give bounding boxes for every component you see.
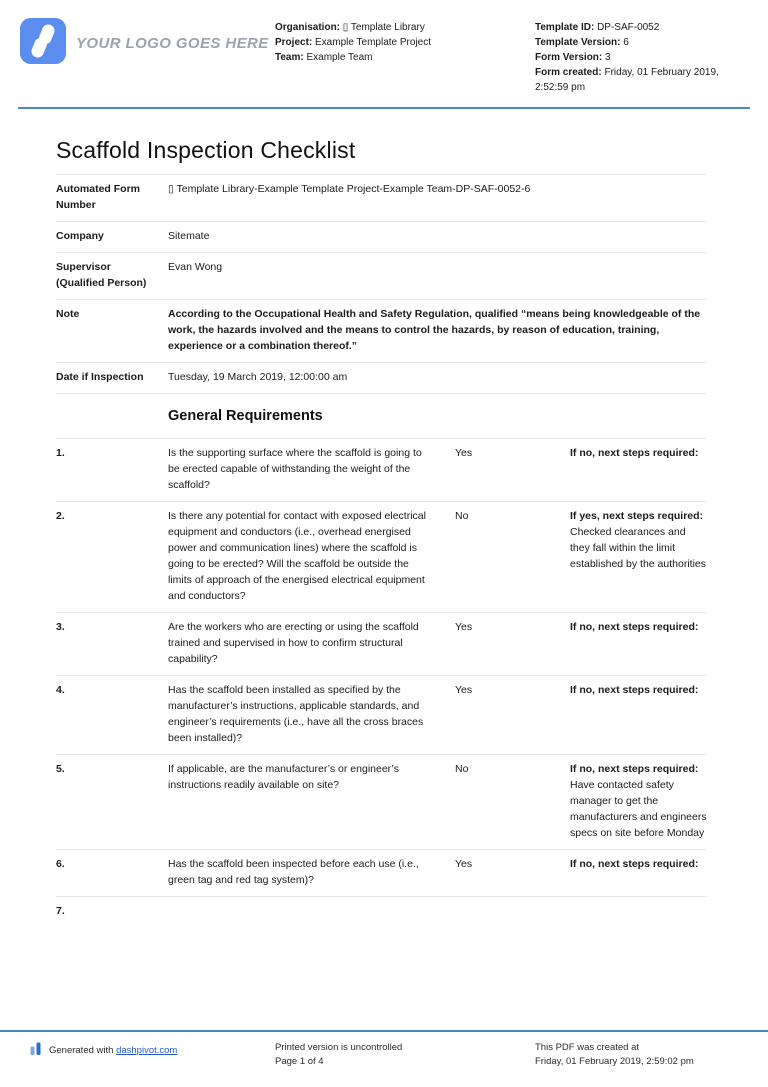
team-value: Example Team	[306, 52, 373, 63]
form-version-value: 3	[605, 52, 611, 63]
generated-with-text: Generated with	[49, 1044, 114, 1056]
item-number: 6.	[56, 858, 65, 870]
item-question: If applicable, are the manufacturer’s or engineer’s instructions readily available on site?	[168, 763, 399, 791]
logo-placeholder-text: YOUR LOGO GOES HERE	[76, 35, 269, 52]
page-title: Scaffold Inspection Checklist	[56, 137, 356, 163]
next-steps-label: If no, next steps required:	[570, 858, 699, 870]
item-answer	[455, 903, 570, 919]
next-steps-label: If no, next steps required:	[570, 447, 699, 459]
project-value: Example Template Project	[315, 37, 431, 48]
template-version-label: Template Version:	[535, 37, 621, 48]
meta-row-supervisor	[56, 252, 707, 299]
meta-value: Evan Wong	[168, 261, 223, 273]
item-next-steps	[570, 682, 707, 746]
checklist-row	[56, 896, 707, 927]
team-label: Team:	[275, 52, 304, 63]
meta-value: According to the Occupational Health and Safety Regulation, qualified “means being knowledgeable of the work, the hazards involved and the means to control the hazards, by reason of education, training, experience or a combination thereof.”	[168, 308, 701, 352]
dashpivot-link[interactable]: dashpivot.com	[116, 1044, 178, 1056]
item-question: Has the scaffold been installed as specified by the manufacturer’s instructions, applicable standards, and engineer’s requirements (i.e., have all the cross braces been installed)?	[168, 684, 424, 744]
item-number: 5.	[56, 763, 65, 775]
item-answer: Yes	[455, 858, 473, 870]
item-question: Are the workers who are erecting or using the scaffold trained and supervised in how to confirm structural capability?	[168, 621, 419, 665]
meta-value: Tuesday, 19 March 2019, 12:00:00 am	[168, 371, 348, 383]
item-next-steps	[570, 761, 707, 841]
template-version-row	[535, 35, 750, 50]
template-id-label: Template ID:	[535, 22, 595, 33]
checklist-table	[56, 438, 707, 927]
meta-label: Automated Form Number	[56, 183, 140, 211]
item-question: Has the scaffold been inspected before each use (i.e., green tag and red tag system)?	[168, 858, 419, 886]
header-organisation-block	[275, 18, 535, 65]
footer-generated-with	[30, 1041, 275, 1060]
printed-version-text: Printed version is uncontrolled	[275, 1042, 403, 1053]
item-number: 1.	[56, 447, 65, 459]
company-logo-icon	[20, 18, 66, 69]
checklist-row	[56, 675, 707, 754]
meta-row-automated-form-number	[56, 174, 707, 221]
footer-printed-block	[275, 1041, 535, 1069]
document-body	[0, 137, 768, 927]
template-id-value: DP-SAF-0052	[597, 22, 660, 33]
pdf-created-label: This PDF was created at	[535, 1042, 640, 1053]
team-row	[275, 50, 535, 65]
next-steps-label: If no, next steps required:	[570, 763, 699, 775]
document-footer	[0, 1030, 768, 1087]
item-number: 7.	[56, 905, 65, 917]
checklist-row	[56, 754, 707, 849]
item-next-steps	[570, 903, 707, 919]
meta-value: Sitemate	[168, 230, 210, 242]
document-header	[0, 0, 768, 95]
next-steps-label: If no, next steps required:	[570, 684, 699, 696]
checklist-row	[56, 438, 707, 501]
section-heading: General Requirements	[168, 408, 323, 424]
checklist-row	[56, 501, 707, 612]
form-meta-table	[56, 174, 707, 394]
item-answer: Yes	[455, 447, 473, 459]
footer-created-block	[535, 1041, 707, 1069]
next-steps-value: Have contacted safety manager to get the manufacturers and engineers specs on site before Monday	[570, 779, 707, 839]
next-steps-label: If no, next steps required:	[570, 621, 699, 633]
template-id-row	[535, 20, 750, 35]
pdf-created-datetime: Friday, 01 February 2019, 2:59:02 pm	[535, 1056, 694, 1067]
meta-row-note	[56, 299, 707, 362]
bar-chart-icon	[30, 1041, 43, 1060]
item-next-steps	[570, 445, 707, 493]
form-created-value: Friday, 01 February 2019, 2:52:59 pm	[535, 67, 719, 93]
item-answer: No	[455, 763, 469, 775]
checklist-row	[56, 849, 707, 896]
meta-label: Supervisor (Qualified Person)	[56, 261, 147, 289]
meta-row-company	[56, 221, 707, 252]
item-question	[168, 903, 455, 919]
organisation-row	[275, 20, 535, 35]
item-next-steps	[570, 619, 707, 667]
item-next-steps	[570, 508, 707, 604]
form-version-row	[535, 50, 750, 65]
meta-label: Company	[56, 230, 104, 242]
header-template-block	[535, 18, 750, 95]
organisation-value: ▯ Template Library	[342, 22, 425, 33]
meta-row-date-of-inspection	[56, 362, 707, 393]
logo	[20, 18, 275, 69]
item-answer: Yes	[455, 621, 473, 633]
meta-value: ▯ Template Library-Example Template Project-Example Team-DP-SAF-0052-6	[168, 183, 531, 195]
meta-label: Date if Inspection	[56, 371, 144, 383]
item-number: 3.	[56, 621, 65, 633]
item-number: 4.	[56, 684, 65, 696]
form-created-row	[535, 65, 750, 95]
template-version-value: 6	[623, 37, 629, 48]
item-next-steps	[570, 856, 707, 888]
organisation-label: Organisation:	[275, 22, 341, 33]
next-steps-label: If yes, next steps required:	[570, 510, 704, 522]
item-number: 2.	[56, 510, 65, 522]
project-row	[275, 35, 535, 50]
form-version-label: Form Version:	[535, 52, 603, 63]
item-question: Is there any potential for contact with exposed electrical equipment and conductors (i.e., overhead energised power and communication lines) where the scaffold is going to be erected? Will the scaffold be outside the limits of approach of the energised electrical equipment and conductors?	[168, 510, 426, 602]
checklist-row	[56, 612, 707, 675]
item-answer: Yes	[455, 684, 473, 696]
form-created-label: Form created:	[535, 67, 602, 78]
item-question: Is the supporting surface where the scaffold is going to be erected capable of withstanding the weight of the scaffold?	[168, 447, 422, 491]
header-divider	[18, 107, 750, 109]
page-number-text: Page 1 of 4	[275, 1056, 324, 1067]
meta-label: Note	[56, 308, 80, 320]
next-steps-value: Checked clearances and they fall within the limit established by the authorities	[570, 526, 707, 570]
item-answer: No	[455, 510, 469, 522]
project-label: Project:	[275, 37, 313, 48]
